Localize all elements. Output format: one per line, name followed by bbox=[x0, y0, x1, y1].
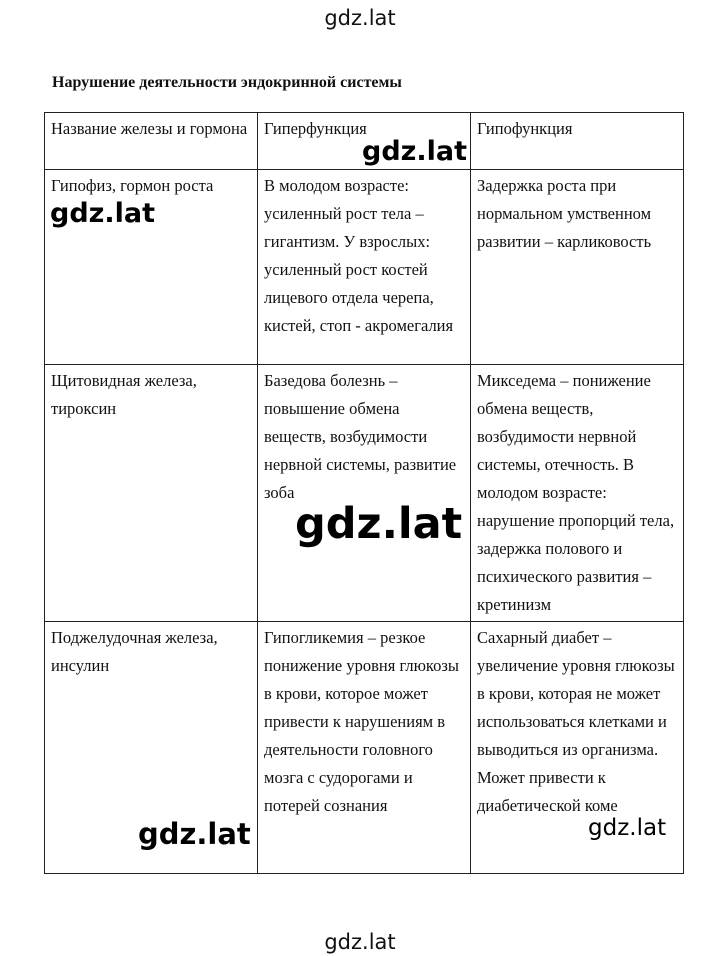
watermark-overlay: gdz.lat bbox=[295, 499, 463, 549]
cell-hypofunction: Задержка роста при нормальном умственном развитии – карликовость bbox=[471, 170, 684, 365]
table-row bbox=[45, 365, 684, 622]
header-cell-gland: Название железы и гормона bbox=[45, 113, 258, 170]
watermark-overlay: gdz.lat bbox=[50, 198, 156, 229]
cell-gland: Поджелудочная железа, инсулин bbox=[45, 622, 258, 874]
cell-hypofunction: Сахарный диабет – увеличение уровня глюкозы в крови, которая не может использоваться клетками и выводиться из организма. Может привести к диабетической коме bbox=[471, 622, 684, 874]
header-cell-hyperfunction: Гиперфункция bbox=[258, 113, 471, 170]
watermark-overlay: gdz.lat bbox=[362, 136, 468, 167]
cell-hyperfunction: В молодом возрасте: усиленный рост тела – гигантизм. У взрослых: усиленный рост костей лицевого отдела черепа, кистей, стоп - акромегалия bbox=[258, 170, 471, 365]
cell-gland: Щитовидная железа, тироксин bbox=[45, 365, 258, 622]
header-cell-hypofunction: Гипофункция bbox=[471, 113, 684, 170]
watermark-overlay: gdz.lat bbox=[138, 817, 251, 851]
document-title: Нарушение деятельности эндокринной системы bbox=[52, 74, 402, 91]
watermark-overlay: gdz.lat bbox=[588, 815, 667, 841]
cell-hyperfunction: Гипогликемия – резкое понижение уровня глюкозы в крови, которое может привести к нарушениям в деятельности головного мозга с судорогами и потерей сознания bbox=[258, 622, 471, 874]
cell-hypofunction: Микседема – понижение обмена веществ, возбудимости нервной системы, отечность. В молодом возрасте: нарушение пропорций тела, задержка полового и психического развития – кретинизм bbox=[471, 365, 684, 622]
watermark-bottom: gdz.lat bbox=[324, 930, 396, 954]
watermark-top: gdz.lat bbox=[324, 6, 396, 30]
cell-hyperfunction: Базедова болезнь – повышение обмена веществ, возбудимости нервной системы, развитие зоба bbox=[258, 365, 471, 622]
cell-gland: Гипофиз, гормон роста bbox=[45, 170, 258, 365]
